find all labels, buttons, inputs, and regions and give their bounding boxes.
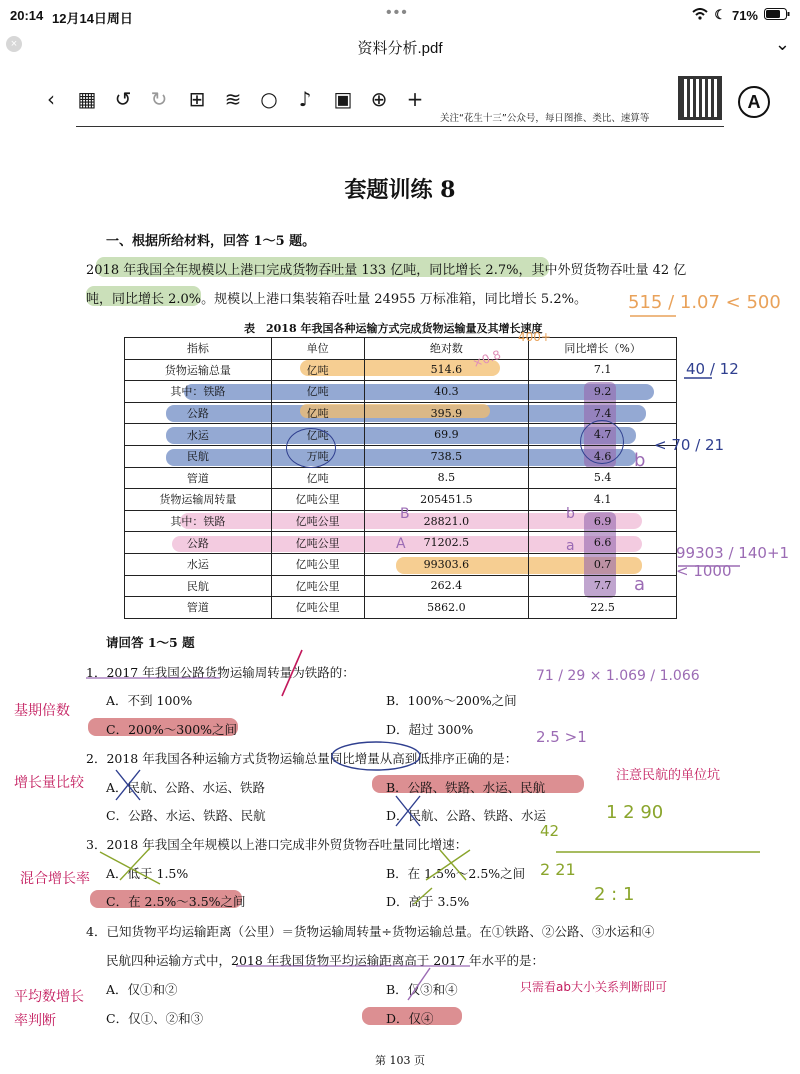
handwritten-calc: 40 / 12: [686, 360, 739, 378]
table-cell: 管道: [125, 467, 272, 489]
table-cell: 395.9: [364, 402, 529, 424]
table-cell: 亿吨公里: [271, 575, 364, 597]
material-paragraph-line-2: 吨，同比增长 2.0%。规模以上港口集装箱吞吐量 24955 万标准箱，同比增长 5.2%。: [86, 292, 587, 307]
undo-icon[interactable]: ↺: [114, 87, 132, 111]
table-cell: 0.7: [529, 553, 677, 575]
section-heading: 一、根据所给材料，回答 1～5 题。: [106, 234, 316, 249]
table-cell: 管道: [125, 597, 272, 619]
cross-stroke: [396, 796, 420, 826]
table-cell: 4.6: [529, 445, 677, 467]
q2-stem: 2．2018 年我国各种运输方式货物运输总量同比增量从高到低排序正确的是：: [86, 751, 518, 766]
table-cell: 4.1: [529, 489, 677, 511]
close-icon[interactable]: ×: [6, 36, 22, 52]
table-cell: 22.5: [529, 597, 677, 619]
table-caption: 表 2018 年我国各种运输方式完成货物运输量及其增长速度: [244, 322, 543, 335]
q4-option-b[interactable]: B．仅③和④: [386, 982, 458, 997]
table-cell: 民航: [125, 575, 272, 597]
add-page-icon[interactable]: ⊞: [188, 87, 206, 111]
table-cell: 亿吨: [271, 424, 364, 446]
cross-stroke: [100, 848, 160, 884]
q2-option-b[interactable]: B．公路、铁路、水运、民航: [386, 780, 546, 795]
handwritten-calc: 1 2 90: [606, 802, 664, 823]
handwritten-calc: 71 / 29 × 1.069 / 1.066: [536, 668, 700, 684]
handwritten-note: 只需看ab大小关系判断即可: [520, 980, 667, 994]
handwritten-note: 注意民航的单位坑: [616, 768, 721, 783]
status-date: 12月14日周日: [52, 11, 133, 26]
table-cell: 货物运输总量: [125, 359, 272, 381]
table-cell: 亿吨: [271, 402, 364, 424]
handwritten-note: 混合增长率: [20, 871, 90, 887]
table-cell: 公路: [125, 532, 272, 554]
moon-icon: ☾: [714, 7, 726, 22]
globe-icon[interactable]: ⊕: [370, 87, 388, 111]
check-stroke: [282, 650, 302, 696]
q2-option-d[interactable]: D．民航、公路、铁路、水运: [386, 808, 547, 823]
handwritten-mark: B: [400, 506, 410, 522]
table-cell: 亿吨: [271, 467, 364, 489]
table-cell: 99303.6: [364, 553, 529, 575]
q1-option-a[interactable]: A．不到 100%: [106, 693, 193, 708]
table-cell: 71202.5: [364, 532, 529, 554]
table-cell: 亿吨公里: [271, 597, 364, 619]
table-cell: 9.2: [529, 381, 677, 403]
table-cell: 万吨: [271, 445, 364, 467]
q1-option-b[interactable]: B．100%～200%之间: [386, 693, 517, 708]
cross-stroke: [414, 888, 432, 904]
q1-stem: 1．2017 年我国公路货物运输周转量为铁路的：: [86, 665, 355, 680]
handwritten-note: 率判断: [14, 1013, 56, 1029]
q3-stem: 3．2018 年我国全年规模以上港口完成非外贸货物吞吐量同比增速：: [86, 837, 468, 852]
page-number: 第 103 页: [375, 1054, 425, 1067]
pen-icon[interactable]: A: [738, 86, 770, 118]
cross-stroke: [116, 770, 140, 800]
table-cell: 262.4: [364, 575, 529, 597]
battery-percent: 71%: [731, 7, 758, 23]
q4-option-d[interactable]: D．仅④: [386, 1011, 434, 1026]
table-cell: 其中：铁路: [125, 510, 272, 532]
table-cell: 7.7: [529, 575, 677, 597]
table-cell: 205451.5: [364, 489, 529, 511]
page-title: 套题训练 8: [344, 177, 456, 203]
table-cell: 8.5: [364, 467, 529, 489]
table-header-cell: 同比增长（%）: [529, 338, 677, 360]
q4-option-a[interactable]: A．仅①和②: [106, 982, 178, 997]
table-cell: 514.6: [364, 359, 529, 381]
handwritten-mark: b: [566, 506, 575, 522]
table-cell: 4.7: [529, 424, 677, 446]
handwritten-calc: 42: [540, 822, 560, 840]
table-cell: 7.4: [529, 402, 677, 424]
table-cell: 5862.0: [364, 597, 529, 619]
redo-icon[interactable]: ↻: [150, 87, 168, 111]
handwritten-note: 增长量比较: [14, 775, 84, 791]
handwritten-mark: b: [634, 450, 646, 471]
chevron-down-icon[interactable]: ⌄: [774, 34, 790, 54]
table-cell: 其中：铁路: [125, 381, 272, 403]
table-cell: 水运: [125, 424, 272, 446]
table-cell: 水运: [125, 553, 272, 575]
handwritten-calc: 2 21: [540, 860, 576, 879]
table-cell: 货物运输周转量: [125, 489, 272, 511]
q4-option-c[interactable]: C．仅①、②和③: [106, 1011, 204, 1026]
q4-stem-line-1: 4．已知货物平均运输距离（公里）＝货物运输周转量÷货物运输总量。在①铁路、②公路、③水运和④: [86, 924, 655, 939]
material-paragraph-line-1: 2018 年我国全年规模以上港口完成货物吞吐量 133 亿吨，同比增长 2.7%，其中外贸货物吞吐量 42 亿: [86, 263, 687, 278]
table-cell: 亿吨公里: [271, 489, 364, 511]
table-cell: 民航: [125, 445, 272, 467]
sticker-icon[interactable]: ▣: [333, 87, 353, 111]
cross-stroke: [426, 850, 470, 880]
multitask-dots-icon[interactable]: •••: [386, 4, 409, 21]
q3-option-d[interactable]: D．高于 3.5%: [386, 894, 470, 909]
table-cell: 公路: [125, 402, 272, 424]
handwritten-calc: < 70 / 21: [654, 436, 725, 454]
table-cell: 亿吨公里: [271, 553, 364, 575]
q3-option-b[interactable]: B．在 1.5%～2.5%之间: [386, 866, 526, 881]
table-cell: 738.5: [364, 445, 529, 467]
table-cell: 亿吨: [271, 381, 364, 403]
table-cell: 40.3: [364, 381, 529, 403]
handwritten-calc: 515 / 1.07 < 500: [628, 292, 781, 313]
file-name: 资料分析.pdf: [357, 40, 443, 57]
handwritten-calc: 2 : 1: [594, 884, 635, 905]
header-note: 关注“花生十三”公众号，每日图推、类比、速算等: [440, 113, 650, 124]
table-cell: 69.9: [364, 424, 529, 446]
handwritten-mark: ×0.8: [470, 347, 503, 371]
q3-option-c[interactable]: C．在 2.5%～3.5%之间: [106, 894, 246, 909]
q3-option-a[interactable]: A．低于 1.5%: [106, 866, 189, 881]
add-icon[interactable]: +: [406, 87, 424, 111]
table-header-cell: 指标: [125, 338, 272, 360]
q2-option-c[interactable]: C．公路、水运、铁路、民航: [106, 808, 266, 823]
status-time: 20:14: [10, 8, 44, 23]
handwritten-mark: 400+: [518, 330, 551, 344]
table-cell: 亿吨公里: [271, 532, 364, 554]
search-icon[interactable]: ○: [260, 87, 278, 111]
q1-option-c[interactable]: C．200%～300%之间: [106, 722, 238, 737]
back-icon[interactable]: ‹: [47, 87, 55, 111]
handwritten-calc: 99303 / 140+1 < 1000: [676, 544, 790, 580]
handwritten-calc: 2.5 >1: [536, 728, 587, 746]
microphone-icon[interactable]: ♪: [298, 87, 312, 111]
table-cell: 28821.0: [364, 510, 529, 532]
table-cell: 7.1: [529, 359, 677, 381]
table-cell: 5.4: [529, 467, 677, 489]
table-cell: 6.6: [529, 532, 677, 554]
handwritten-mark: A: [396, 536, 406, 552]
questions-header: 请回答 1～5 题: [106, 635, 195, 650]
q4-stem-line-2: 民航四种运输方式中，2018 年我国货物平均运输距离高于 2017 年水平的是：: [106, 953, 545, 968]
q1-option-d[interactable]: D．超过 300%: [386, 722, 474, 737]
layers-icon[interactable]: ≋: [224, 87, 242, 111]
table-header-cell: 单位: [271, 338, 364, 360]
circle-stroke: [332, 742, 420, 770]
check-stroke: [408, 968, 430, 1000]
table-cell: 6.9: [529, 510, 677, 532]
table-cell: 亿吨: [271, 359, 364, 381]
table-cell: 亿吨公里: [271, 510, 364, 532]
handwritten-mark: a: [566, 538, 575, 554]
grid-icon[interactable]: ▦: [77, 87, 97, 111]
handwritten-mark: a: [634, 574, 646, 595]
q2-option-a[interactable]: A．民航、公路、水运、铁路: [106, 780, 266, 795]
handwritten-note: 平均数增长: [14, 989, 84, 1005]
handwritten-note: 基期倍数: [14, 703, 70, 719]
table-header-cell: 绝对数: [364, 338, 529, 360]
